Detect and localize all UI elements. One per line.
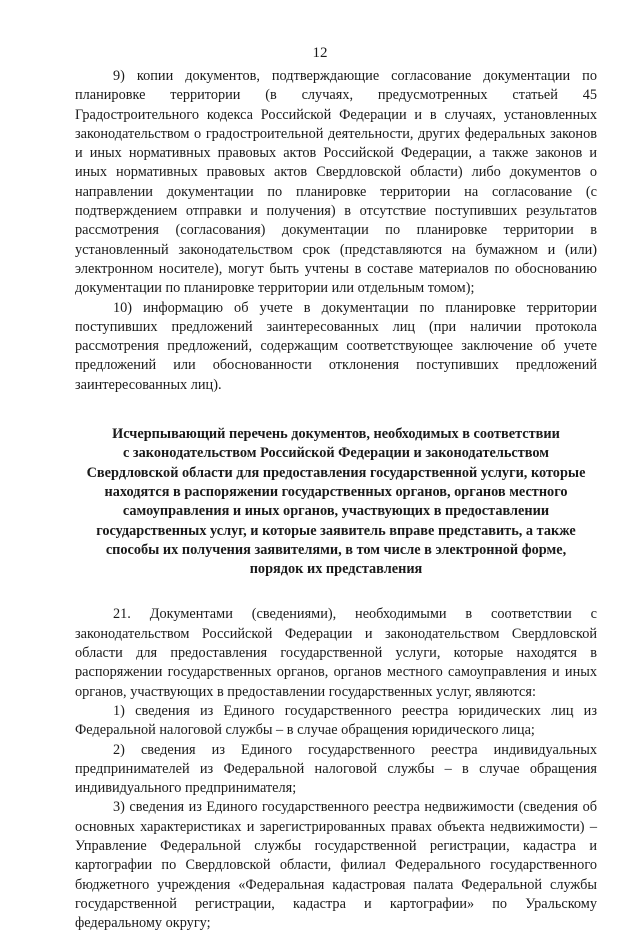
section-heading: [75, 425, 597, 579]
heading-line: порядок их представления: [249, 561, 423, 578]
heading-line: с законодательством Российской Федерации и законодательством: [122, 445, 549, 462]
paragraph-item-10: 10) информацию об учете в документации по планировке территории поступивших предложений заинтересованных лиц (при наличии протокола рассмотрения предложений, содержащим соответствующее заключение об учете предложений или обоснованности отклонения поступивших предложений заинтересованных лиц).: [75, 299, 597, 393]
paragraph-item-9: 9) копии документов, подтверждающие согласование документации по планировке территории (в случаях, предусмотренных статьей 45 Градостроительного кодекса Российской Федерации и в случаях, установленных законодательством о градостроительной деятельности, других федеральных законов и иных нормативных правовых актов Российской Федерации, а также законов и иных нормативных правовых актов Свердловской области) либо документов о направлении документации по планировке территории на согласование (с подтверждением отправки и получения) в отсутствие поступивших результатов рассмотрения (согласования) документации по планировке территории в установленный законодательством срок (представляются на бумажном и (или) электронном носителе), могут быть учтены в составе материалов по обоснованию документации по планировке территории или отдельным томом);: [75, 68, 597, 297]
page-number: 12: [312, 45, 328, 61]
heading-line: находятся в распоряжении государственных органов, органов местного: [104, 483, 568, 500]
heading-line: Свердловской области для предоставления государственной услуги, которые: [86, 464, 586, 481]
paragraph-item-1: 1) сведения из Единого государственного реестра юридических лиц из Федеральной налоговой службы – в случае обращения юридического лица;: [75, 702, 597, 739]
document-body: [75, 67, 597, 933]
paragraph-clause-21: 21. Документами (сведениями), необходимыми в соответствии с законодательством Российской Федерации и законодательством Свердловской области для предоставления государственной услуги, которые находятся в распоряжении государственных органов, органов местного самоуправления и иных органов, участвующих в предоставлении государственных услуг, являются:: [75, 606, 597, 700]
heading-line: Исчерпывающий перечень документов, необходимых в соответствии: [112, 426, 560, 443]
heading-line: государственных услуг, и которые заявитель вправе представить, а также: [96, 522, 576, 539]
paragraph-item-3: 3) сведения из Единого государственного реестра недвижимости (сведения об основных характеристиках и зарегистрированных правах объекта недвижимости) – Управление Федеральной службы государственной регистрации, кадастра и картографии по Свердловской области, филиал Федерального государственного бюджетного учреждения «Федеральная кадастровая палата Федеральной службы государственной регистрации, кадастра и картографии» по Уральскому федеральному округу;: [75, 799, 597, 932]
heading-line: самоуправления и иных органов, участвующих в предоставлении: [122, 503, 550, 520]
heading-line: способы их получения заявителями, в том числе в электронной форме,: [105, 541, 567, 558]
paragraph-item-2: 2) сведения из Единого государственного реестра индивидуальных предпринимателей из Федеральной налоговой службы – в случае обращения индивидуального предпринимателя;: [75, 741, 597, 797]
